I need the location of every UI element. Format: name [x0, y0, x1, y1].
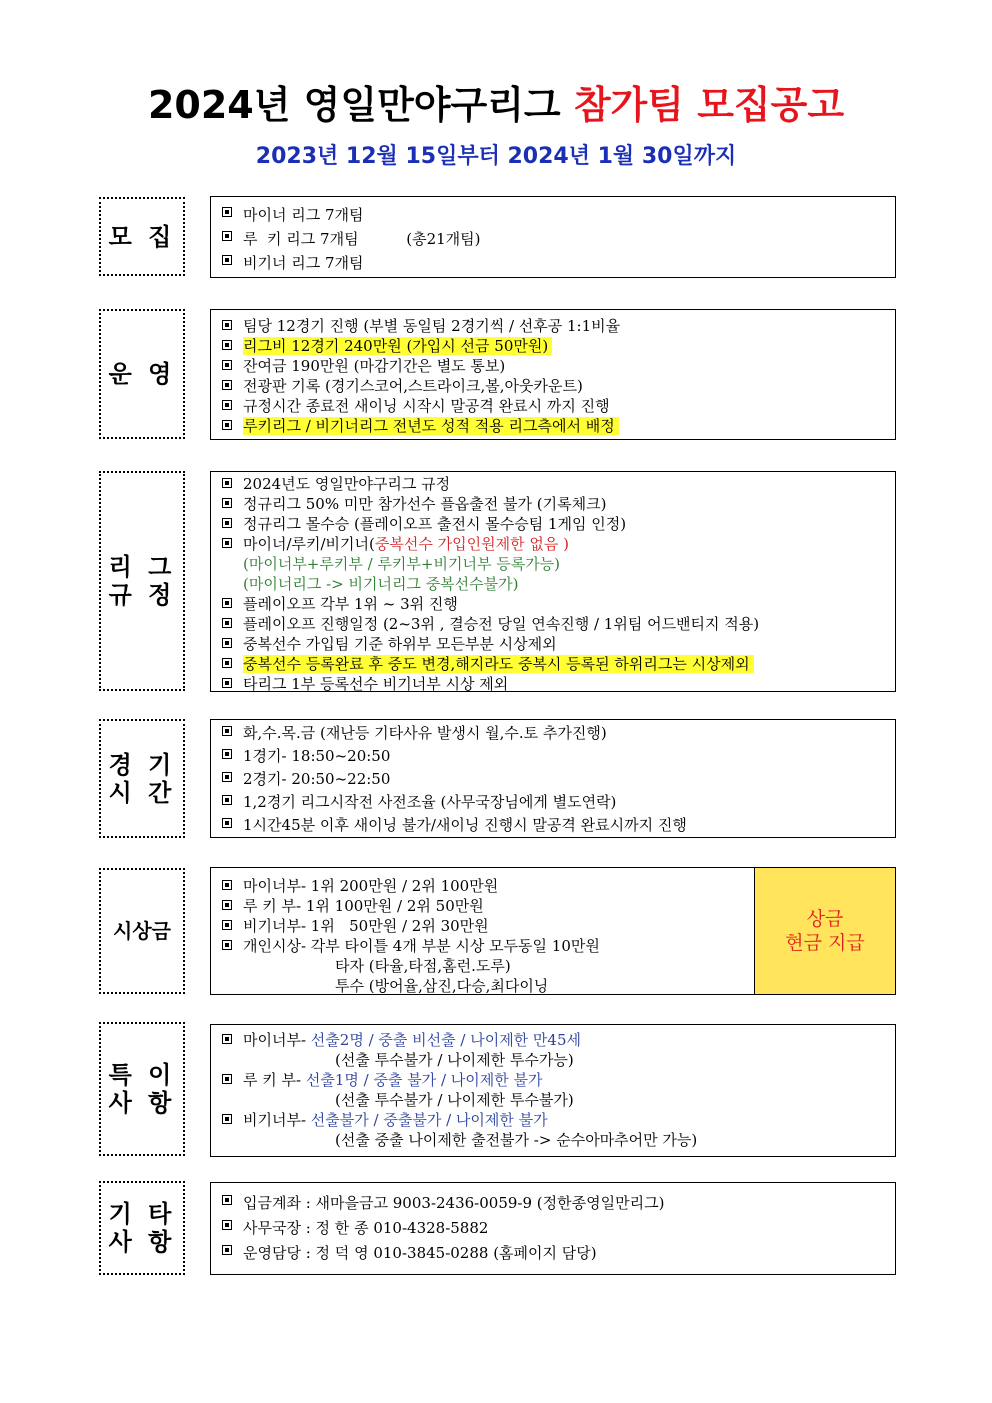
list-item: 리그비 12경기 240만원 (가입시 선금 50만원) [219, 336, 887, 356]
list-item: 비기너 리그 7개팀 [219, 251, 887, 275]
list-item: 비기너부- 선출불가 / 중출불가 / 나이제한 불가 [219, 1110, 887, 1130]
list-item: 1경기- 18:50~20:50 [219, 745, 887, 768]
list-item: 2경기- 20:50~22:50 [219, 768, 887, 791]
list-item: 개인시상- 각부 타이틀 4개 부분 시상 모두동일 10만원 [219, 936, 887, 956]
list-item: 1시간45분 이후 새이닝 불가/새이닝 진행시 말공격 완료시까지 진행 [219, 814, 887, 837]
list-item: 마이너부- 선출2명 / 중출 비선출 / 나이제한 만45세 [219, 1030, 887, 1050]
list-item: 마이너부- 1위 200만원 / 2위 100만원 [219, 876, 887, 896]
section-box-recruit [210, 196, 896, 278]
section-label-rules: 리 그 규 정 [99, 471, 185, 691]
list-item: 사무국장 : 정 한 종 010-4328-5882 [219, 1216, 887, 1241]
list-item: 운영담당 : 정 덕 영 010-3845-0288 (홈페이지 담당) [219, 1241, 887, 1266]
cash-prize-badge: 상금 현금 지급 [754, 868, 895, 994]
section-box-etc [210, 1182, 896, 1275]
list-item: 마이너 리그 7개팀 [219, 203, 887, 227]
list-item: 플레이오프 각부 1위 ~ 3위 진행 [219, 594, 887, 614]
list-item: 규정시간 종료전 새이닝 시작시 말공격 완료시 까지 진행 [219, 396, 887, 416]
section-box-prize [210, 867, 896, 995]
title-highlight: 참가팀 모집공고 [573, 83, 845, 127]
section-label-prize: 시상금 [99, 868, 185, 994]
list-item: 팀당 12경기 진행 (부별 동일팀 2경기씩 / 선후공 1:1비율 [219, 316, 887, 336]
title-main: 2024년 영일만야구리그 [147, 83, 574, 127]
page-title [0, 82, 992, 128]
period-subtitle: 2023년 12월 15일부터 2024년 1월 30일까지 [255, 144, 737, 169]
list-item: 잔여금 190만원 (마감기간은 별도 통보) [219, 356, 887, 376]
section-label-operation: 운 영 [99, 309, 185, 439]
list-item: 마이너/루키/비기너(중복선수 가입인원제한 없음 ) [219, 534, 887, 554]
list-item: 화,수.목.금 (재난등 기타사유 발생시 월,수.토 추가진행) [219, 722, 887, 745]
list-item: 중복선수 가입팀 기준 하위부 모든부분 시상제외 [219, 634, 887, 654]
list-item: 루 키 부- 1위 100만원 / 2위 50만원 [219, 896, 887, 916]
list-item: (선출 중출 나이제한 출전불가 -> 순수아마추어만 가능) [335, 1131, 698, 1149]
list-item: 1,2경기 리그시작전 사전조율 (사무국장님에게 별도연락) [219, 791, 887, 814]
list-item: (마이너부+루키부 / 루키부+비기너부 등록가능) [243, 555, 561, 573]
section-box-game-time [210, 719, 896, 838]
list-item: 타자 (타율,타점,홈런.도루) [335, 957, 511, 975]
list-item: 루키리그 / 비기너리그 전년도 성적 적용 리그측에서 배정 [219, 416, 887, 436]
list-item: 투수 (방어율,삼진,다승,최다이닝 [335, 977, 549, 995]
list-item: 입금계좌 : 새마을금고 9003-2436-0059-9 (정한종영일만리그) [219, 1191, 887, 1216]
section-label-etc: 기 타 사 항 [99, 1181, 185, 1275]
list-item: 루 키 부- 선출1명 / 중출 불가 / 나이제한 불가 [219, 1070, 887, 1090]
section-label-special: 특 이 사 항 [99, 1022, 185, 1156]
list-item: 플레이오프 진행일정 (2~3위 , 결승전 당일 연속진행 / 1위팀 어드밴티지 적용) [219, 614, 887, 634]
section-label-game-time: 경 기 시 간 [99, 719, 185, 838]
list-item: 정규리그 몰수승 (플레이오프 출전시 몰수승팀 1게임 인정) [219, 514, 887, 534]
section-label-recruit: 모 집 [99, 197, 185, 276]
list-item: 비기너부- 1위 50만원 / 2위 30만원 [219, 916, 887, 936]
list-item: 정규리그 50% 미만 참가선수 플옵출전 불가 (기록체크) [219, 494, 887, 514]
section-box-operation [210, 309, 896, 440]
list-item: 2024년도 영일만야구리그 규정 [219, 474, 887, 494]
list-item: (선출 투수불가 / 나이제한 투수가능) [335, 1051, 574, 1069]
list-item: (선출 투수불가 / 나이제한 투수불가) [335, 1091, 574, 1109]
section-box-rules [210, 471, 896, 692]
list-item: 전광판 기록 (경기스코어,스트라이크,볼,아웃카운트) [219, 376, 887, 396]
section-box-special [210, 1024, 896, 1157]
list-item: 중복선수 등록완료 후 중도 변경,해지라도 중복시 등록된 하위리그는 시상제외 [219, 654, 887, 674]
list-item: (마이너리그 -> 비기너리그 중복선수불가) [243, 575, 519, 593]
list-item: 루 키 리그 7개팀 (총21개팀) [219, 227, 887, 251]
list-item: 타리그 1부 등록선수 비기너부 시상 제외 [219, 674, 887, 694]
